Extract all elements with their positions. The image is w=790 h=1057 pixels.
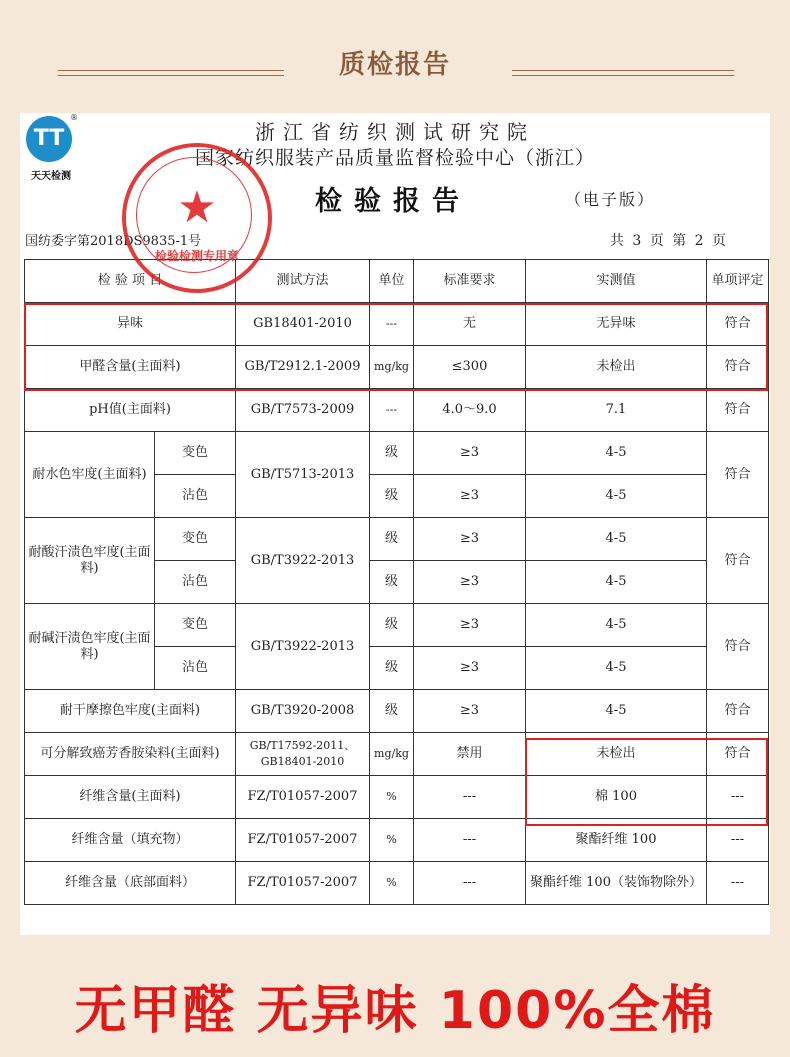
table-row bbox=[25, 604, 769, 647]
slogan: 无甲醛 无异味 100%全棉 bbox=[74, 981, 716, 1041]
unit-cell: % bbox=[370, 776, 414, 819]
result-cell: 棉 100 bbox=[526, 776, 707, 819]
header-method: 测试方法 bbox=[236, 260, 370, 303]
method-cell: FZ/T01057-2007 bbox=[236, 776, 370, 819]
item-cell: 纤维含量（填充物） bbox=[25, 819, 236, 862]
table-row bbox=[25, 389, 769, 432]
header-result: 实测值 bbox=[526, 260, 707, 303]
institute-name: 浙江省纺织测试研究院 bbox=[255, 120, 535, 144]
method-cell: GB/T3922-2013 bbox=[236, 604, 370, 690]
header-item: 检 验 项 目 bbox=[25, 260, 236, 303]
requirement-cell: ≤300 bbox=[414, 346, 526, 389]
official-seal bbox=[122, 143, 272, 293]
center-name: 国家纺织服装产品质量监督检验中心（浙江） bbox=[194, 147, 595, 169]
requirement-cell: --- bbox=[414, 862, 526, 905]
verdict-cell: 符合 bbox=[707, 604, 769, 690]
result-cell: 4-5 bbox=[526, 690, 707, 733]
requirement-cell: 无 bbox=[414, 303, 526, 346]
item-cell: 耐干摩擦色牢度(主面料) bbox=[25, 690, 236, 733]
item-cell: pH值(主面料) bbox=[25, 389, 236, 432]
verdict-cell: 符合 bbox=[707, 690, 769, 733]
requirement-cell: ≥3 bbox=[414, 432, 526, 475]
requirement-cell: 4.0～9.0 bbox=[414, 389, 526, 432]
item-cell: 耐酸汗渍色牢度(主面料) bbox=[25, 518, 155, 604]
result-cell: 聚酯纤维 100（装饰物除外） bbox=[526, 862, 707, 905]
unit-cell: 级 bbox=[370, 647, 414, 690]
verdict-cell: 符合 bbox=[707, 518, 769, 604]
seal-text: 检验检测专用章 bbox=[154, 249, 239, 263]
item-cell: 异味 bbox=[25, 303, 236, 346]
verdict-cell: 符合 bbox=[707, 733, 769, 776]
unit-cell: mg/kg bbox=[370, 346, 414, 389]
result-cell: 4-5 bbox=[526, 432, 707, 475]
result-cell: 7.1 bbox=[526, 389, 707, 432]
verdict-cell: 符合 bbox=[707, 389, 769, 432]
result-cell: 未检出 bbox=[526, 733, 707, 776]
logo-mark-icon: TT bbox=[26, 116, 72, 162]
result-cell: 4-5 bbox=[526, 475, 707, 518]
registered-mark: ® bbox=[70, 113, 78, 122]
unit-cell: --- bbox=[370, 389, 414, 432]
requirement-cell: --- bbox=[414, 819, 526, 862]
verdict-cell: 符合 bbox=[707, 303, 769, 346]
banner bbox=[0, 0, 790, 112]
document-number: 国纺委字第2018DS9835-1号 bbox=[25, 234, 202, 249]
method-cell: GB18401-2010 bbox=[236, 303, 370, 346]
item-cell: 甲醛含量(主面料) bbox=[25, 346, 236, 389]
method-cell: GB/T2912.1-2009 bbox=[236, 346, 370, 389]
result-cell: 无异味 bbox=[526, 303, 707, 346]
result-cell: 4-5 bbox=[526, 647, 707, 690]
table-row bbox=[25, 690, 769, 733]
requirement-cell: ≥3 bbox=[414, 647, 526, 690]
table-header-row bbox=[25, 260, 769, 303]
unit-cell: % bbox=[370, 862, 414, 905]
table-row bbox=[25, 432, 769, 475]
requirement-cell: ≥3 bbox=[414, 475, 526, 518]
method-cell: FZ/T01057-2007 bbox=[236, 862, 370, 905]
item-cell: 可分解致癌芳香胺染料(主面料) bbox=[25, 733, 236, 776]
result-cell: 未检出 bbox=[526, 346, 707, 389]
banner-title: 质检报告 bbox=[338, 50, 451, 80]
unit-cell: 级 bbox=[370, 604, 414, 647]
method-cell: GB/T17592-2011、GB18401-2010 bbox=[236, 733, 370, 776]
method-cell: GB/T3922-2013 bbox=[236, 518, 370, 604]
sub-item-cell: 沾色 bbox=[155, 475, 236, 518]
highlight-box-bottom bbox=[525, 738, 768, 826]
page-count: 共 3 页 第 2 页 bbox=[609, 233, 728, 249]
verdict-cell: --- bbox=[707, 776, 769, 819]
unit-cell: mg/kg bbox=[370, 733, 414, 776]
method-cell: FZ/T01057-2007 bbox=[236, 819, 370, 862]
unit-cell: 级 bbox=[370, 561, 414, 604]
seal-star-icon: ★ bbox=[177, 182, 217, 233]
requirement-cell: ≥3 bbox=[414, 604, 526, 647]
unit-cell: % bbox=[370, 819, 414, 862]
header-unit: 单位 bbox=[370, 260, 414, 303]
method-cell: GB/T3920-2008 bbox=[236, 690, 370, 733]
result-cell: 4-5 bbox=[526, 604, 707, 647]
item-cell: 耐水色牢度(主面料) bbox=[25, 432, 155, 518]
header-verdict: 单项评定 bbox=[707, 260, 769, 303]
result-cell: 4-5 bbox=[526, 518, 707, 561]
sub-item-cell: 变色 bbox=[155, 432, 236, 475]
header-requirement: 标准要求 bbox=[414, 260, 526, 303]
sub-item-cell: 变色 bbox=[155, 518, 236, 561]
item-cell: 纤维含量(主面料) bbox=[25, 776, 236, 819]
table-row bbox=[25, 862, 769, 905]
verdict-cell: 符合 bbox=[707, 346, 769, 389]
requirement-cell: ≥3 bbox=[414, 561, 526, 604]
report-document bbox=[20, 113, 770, 935]
method-cell: GB/T7573-2009 bbox=[236, 389, 370, 432]
item-cell: 纤维含量（底部面料） bbox=[25, 862, 236, 905]
unit-cell: --- bbox=[370, 303, 414, 346]
highlight-box-top bbox=[24, 303, 768, 391]
requirement-cell: --- bbox=[414, 776, 526, 819]
verdict-cell: --- bbox=[707, 862, 769, 905]
sub-item-cell: 沾色 bbox=[155, 647, 236, 690]
logo-name: 天天检测 bbox=[31, 171, 71, 182]
report-title: 检验报告 bbox=[315, 186, 471, 217]
result-cell: 4-5 bbox=[526, 561, 707, 604]
item-cell: 耐碱汗渍色牢度(主面料) bbox=[25, 604, 155, 690]
requirement-cell: ≥3 bbox=[414, 690, 526, 733]
unit-cell: 级 bbox=[370, 432, 414, 475]
requirement-cell: 禁用 bbox=[414, 733, 526, 776]
unit-cell: 级 bbox=[370, 690, 414, 733]
sub-item-cell: 沾色 bbox=[155, 561, 236, 604]
unit-cell: 级 bbox=[370, 518, 414, 561]
result-cell: 聚酯纤维 100 bbox=[526, 819, 707, 862]
sub-item-cell: 变色 bbox=[155, 604, 236, 647]
method-cell: GB/T5713-2013 bbox=[236, 432, 370, 518]
report-edition: （电子版） bbox=[565, 190, 656, 209]
verdict-cell: 符合 bbox=[707, 432, 769, 518]
verdict-cell: --- bbox=[707, 819, 769, 862]
requirement-cell: ≥3 bbox=[414, 518, 526, 561]
unit-cell: 级 bbox=[370, 475, 414, 518]
table-row bbox=[25, 518, 769, 561]
